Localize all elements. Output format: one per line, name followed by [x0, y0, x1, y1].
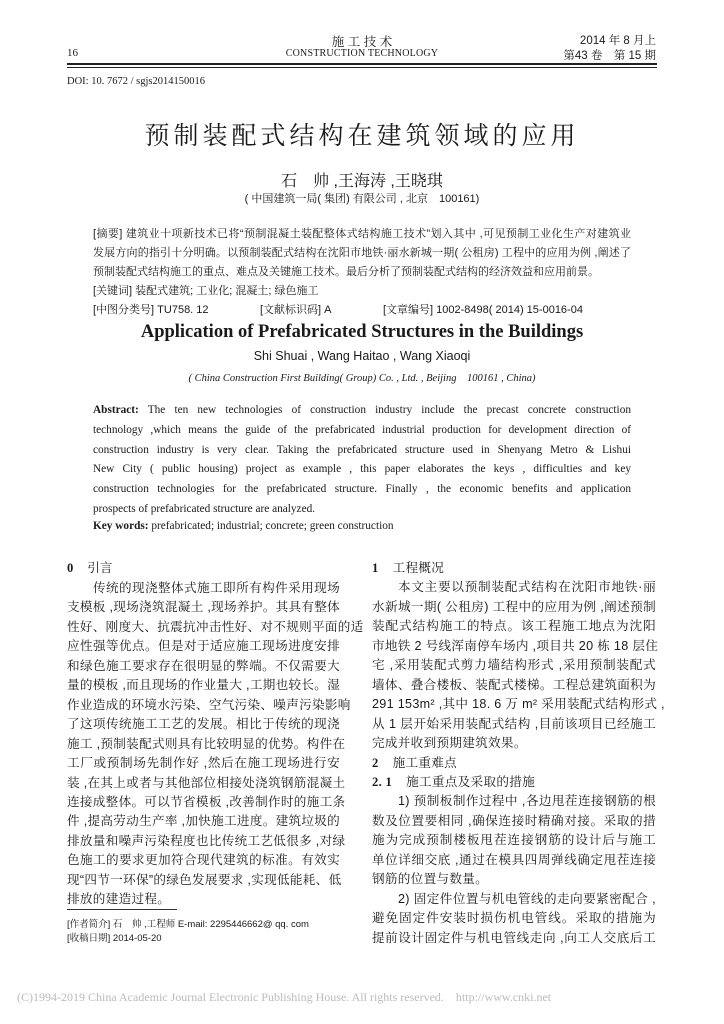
body-text-line: 2) 固定件位置与机电管线的走向要紧密配合 , [398, 891, 656, 906]
body-text-line: 色施工的要求更加符合现代建筑的标准。有效实 [67, 853, 340, 868]
body-text-line: 量的模板 ,而且现场的作业量大 ,工期也较长。湿 [67, 678, 341, 693]
body-text-line: 件 ,提高劳动生产率 ,加快施工进度。建筑垃圾的 [67, 814, 341, 829]
section-heading [372, 771, 535, 790]
body-text-line: 单位详细交底 ,通过在模具四周弹线确定甩茬连接 [372, 852, 656, 867]
doi: DOI: 10. 7672 / sgjs2014150016 [67, 76, 205, 87]
volume-issue: 第43 卷 第 15 期 [563, 50, 656, 62]
abstract-en-line: construction industry is very clear. Taking the prefabricated structure used in Shenyang Metro & Lishui [93, 443, 631, 456]
section-title: 工程概况 [392, 561, 445, 575]
abstract-cn-line: [摘要] 建筑业十项新技术已将“预制混凝土装配整体式结构施工技术”划入其中 ,可见预制工业化生产对建筑业 [93, 228, 631, 240]
abstract-en-line: prospects of prefabricated structure are analyzed. [93, 503, 316, 515]
keywords-en-label: Key words: [93, 520, 149, 532]
body-text-line: 避免固定件安装时损伤机电管线。采取的措施为 [372, 911, 656, 926]
body-text-line: 数及位置要相同 ,确保连接时精确对接。采取的措 [372, 813, 656, 828]
header-rule-thick [67, 63, 657, 65]
journal-name-cn: 施 工 技 术 [331, 35, 393, 49]
section-heading [372, 752, 457, 771]
body-text-line: 装 ,在其上或者与其他部位相接处浇筑钢筋混凝土 [67, 775, 346, 790]
abstract-cn-line: 预制装配式结构施工的重点、难点及关键施工技术。最后分析了预制装配式结构的经济效益和应用前景。 [93, 266, 599, 278]
journal-name-en: CONSTRUCTION TECHNOLOGY [285, 48, 439, 59]
abstract-en-line [93, 404, 631, 416]
abstract-en-line: technology ,which means the guide of the prefabricated industrial production for development direction of [93, 423, 631, 436]
body-text-line: 了这项传统施工工艺的发展。相比于传统的现浇 [67, 717, 340, 732]
section-heading [372, 557, 444, 576]
body-text-line: 钢筋的位置与数量。 [372, 872, 489, 887]
body-text-line: 性好、刚度大、抗震抗冲击性好、对不规则平面的适 [67, 619, 364, 634]
body-text-line: 提前设计固定件与机电管线走向 ,向工人交底后工 [372, 930, 656, 945]
abstract-en-line: New City ( public housing) project as example , this paper elaborates the keys , difficulties and key [93, 463, 631, 476]
page-title: 预制装配式结构在建筑领域的应用 [144, 123, 580, 150]
body-text-line: 本文主要以预制装配式结构在沈阳市地铁·丽 [398, 580, 656, 595]
abstract-en-text: The ten new technologies of construction industry include the precast concrete construction [147, 404, 631, 416]
body-text-line: 水新城一期( 公租房) 工程中的应用为例 ,阐述预制 [372, 599, 656, 614]
section-number: 2. 1 [372, 774, 393, 789]
body-text-line: 市地铁 2 号线浑南停车场内 ,项目共 20 栋 18 层住 [372, 638, 659, 653]
body-text-line: 墙体、叠合楼板、装配式楼梯。工程总建筑面积为 [372, 677, 656, 692]
keywords-en-text: prefabricated; industrial; concrete; green construction [151, 520, 394, 532]
title-en: Application of Prefabricated Structures in the Buildings [140, 322, 584, 342]
authors-en: Shi Shuai , Wang Haitao , Wang Xiaoqi [253, 349, 471, 363]
copyright-footer: (C)1994-2019 China Academic Journal Electronic Publishing House. All rights reserved. http://www.cnki.net [17, 990, 552, 1004]
section-number: 0 [67, 561, 74, 575]
body-text-line: 工厂或预制场先制作好 ,然后在施工现场进行安 [67, 756, 340, 771]
body-text-line: 作业造成的环境水污染、空气污染、噪声污染影响 [67, 697, 351, 712]
body-text-line: 291 153m² ,其中 18. 6 万 m² 采用装配式结构形式 , [372, 697, 665, 712]
section-number: 2 [372, 755, 379, 770]
document-code: [文献标识码] A [260, 304, 332, 316]
article-number: [文章编号] 1002-8498( 2014) 15-0016-04 [383, 304, 583, 316]
affiliation-cn: ( 中国建筑一局( 集团) 有限公司 , 北京 100161) [244, 193, 480, 205]
body-text-line: 1) 预制板制作过程中 ,各边甩茬连接钢筋的根 [398, 794, 656, 809]
body-text-line: 完成并收到预期建筑效果。 [372, 736, 527, 751]
abstract-cn-line: 发展方向的指引十分明确。以预制装配式结构在沈阳市地铁·丽水新城一期( 公租房) 工程中的应用为例 ,阐述了 [93, 247, 631, 259]
abstract-en-line: construction technologies for the prefabricated structure. Finally , the economic benefits and application [93, 483, 631, 496]
authors-cn: 石 帅 ,王海涛 ,王晓琪 [281, 173, 443, 190]
footnote-received: [收稿日期] 2014-05-20 [67, 933, 162, 944]
body-text-line: 施工 ,预制装配式则具有比较明显的优势。构件在 [67, 736, 346, 751]
page-number: 16 [67, 47, 78, 59]
body-text-line: 从 1 层开始采用装配式结构 ,目前该项目已经施工 [372, 716, 656, 731]
body-text-line: 应性强等优点。但是对于适应施工现场进度安排 [67, 639, 340, 654]
body-text-line: 排放的建造过程。 [67, 892, 171, 907]
keywords-en [93, 520, 394, 532]
section-title: 施工重难点 [392, 755, 458, 770]
clc-number: [中图分类号] TU758. 12 [93, 304, 209, 316]
body-text-line: 现“四节一环保”的绿色发展要求 ,实现低能耗、低 [67, 872, 342, 887]
body-text-line: 传统的现浇整体式施工即所有构件采用现场 [93, 581, 340, 595]
body-text-line: 连接成整体。可以节省模板 ,改善制作时的施工条 [67, 794, 346, 809]
body-text-line: 装配式结构施工的特点。该工程施工地点为沈阳 [372, 619, 656, 634]
section-title: 施工重点及采取的措施 [406, 774, 536, 789]
body-text-line: 宅 ,采用装配式剪力墙结构形式 ,采用预制装配式 [372, 658, 656, 673]
section-title: 引言 [87, 561, 113, 575]
section-heading-intro [67, 557, 112, 576]
header-rule-thin [67, 67, 657, 68]
body-text-line: 施为完成预制楼板甩茬连接钢筋的设计后与施工 [372, 833, 656, 848]
footnote-rule [67, 909, 177, 910]
body-text-line: 排放量和噪声污染程度也比传统工艺低很多 ,对绿 [67, 833, 346, 848]
body-text-line: 和绿色施工要求存在很明显的弊端。不仅需要大 [67, 658, 340, 673]
keywords-cn: [关键词] 装配式建筑; 工业化; 混凝土; 绿色施工 [93, 285, 319, 297]
affiliation-en: ( China Construction First Building( Group) Co. , Ltd. , Beijing 100161 , China) [188, 373, 536, 384]
section-number: 1 [372, 561, 379, 575]
footnote-author: [作者简介] 石 帅 ,工程师 E-mail: 2295446662@ qq. com [67, 919, 309, 930]
body-text-line: 支模板 ,现场浇筑混凝土 ,现场养护。其具有整体 [67, 600, 341, 615]
issue-date: 2014 年 8 月上 [579, 35, 656, 47]
abstract-en-label: Abstract: [93, 404, 139, 416]
